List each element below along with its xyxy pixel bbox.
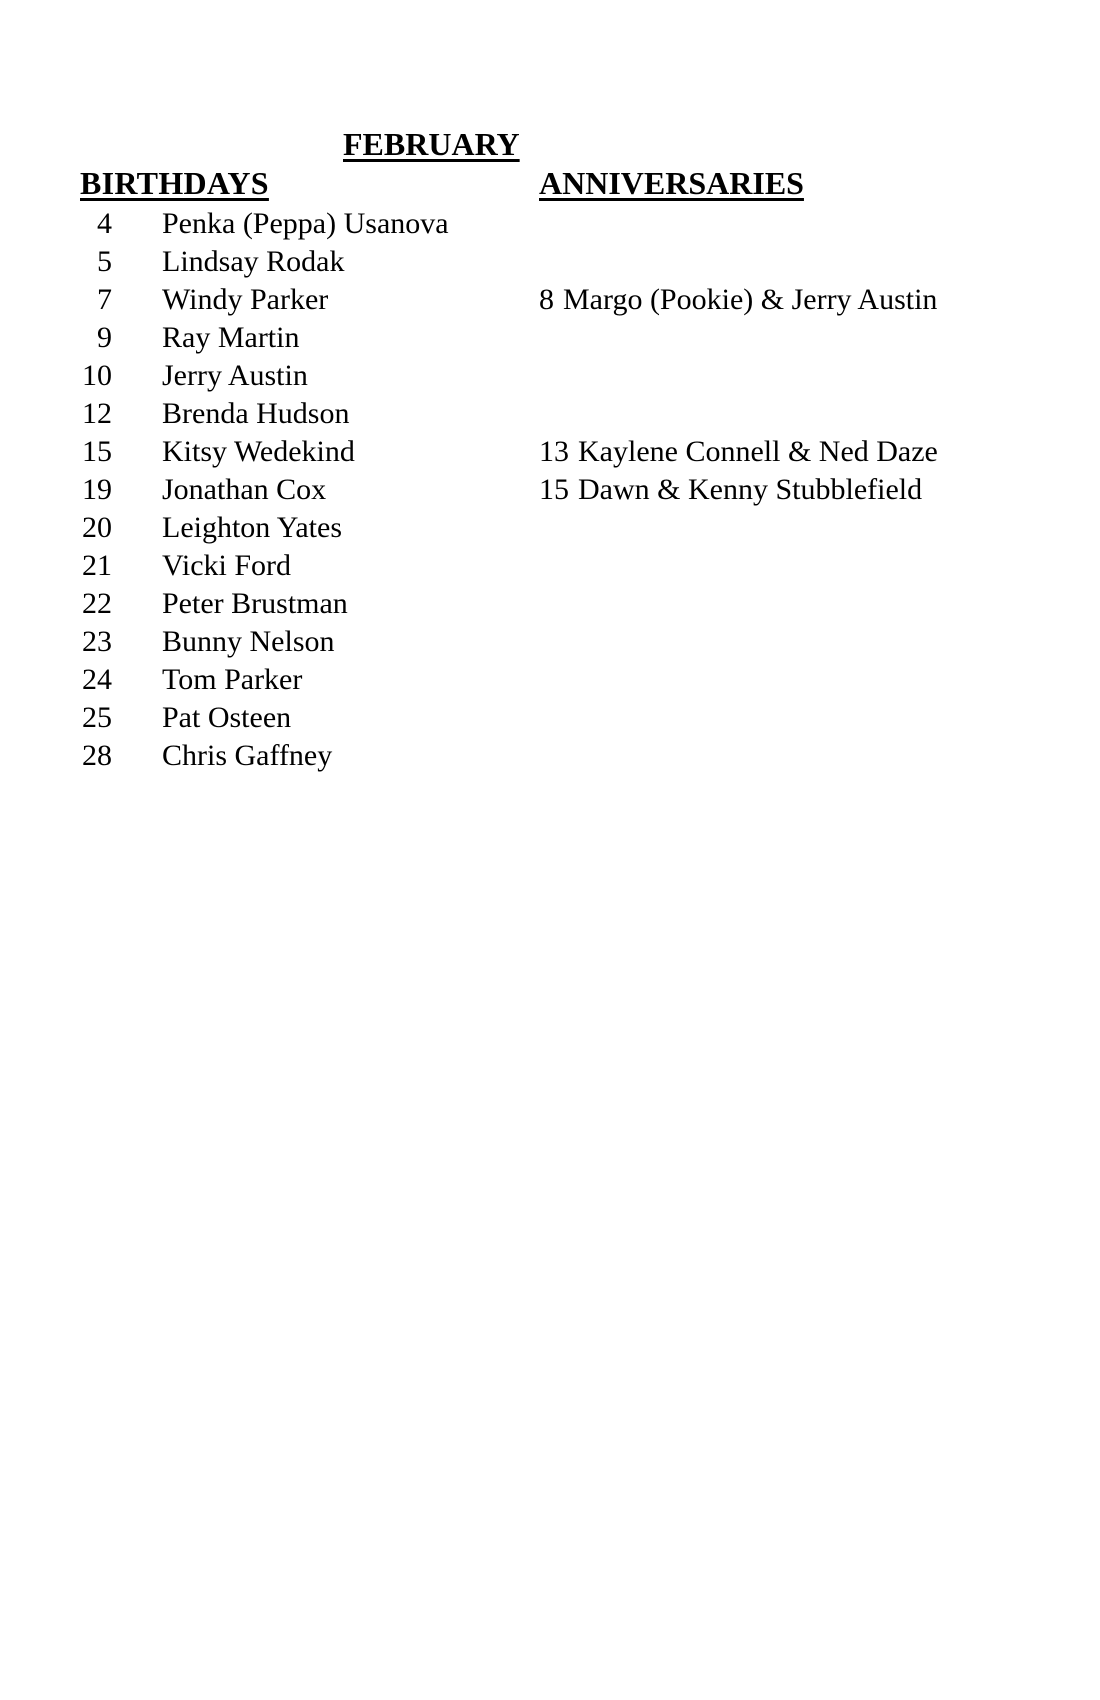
anniversary-day: 15 <box>539 473 569 506</box>
birthday-day: 24 <box>82 663 112 696</box>
birthday-day: 21 <box>82 549 112 582</box>
birthdays-heading: BIRTHDAYS <box>80 165 269 201</box>
birthday-entry <box>72 319 512 357</box>
birthday-name: Ray Martin <box>162 321 300 354</box>
birthday-entry <box>72 395 512 433</box>
birthday-name: Lindsay Rodak <box>162 245 345 278</box>
anniversary-day: 8 <box>539 283 554 316</box>
birthday-day: 7 <box>97 283 112 316</box>
birthday-entry <box>72 737 512 775</box>
birthday-entry <box>72 585 512 623</box>
birthday-day: 15 <box>82 435 112 468</box>
birthday-entry <box>72 509 512 547</box>
birthday-name: Penka (Peppa) Usanova <box>162 207 449 240</box>
birthday-name: Jerry Austin <box>162 359 308 392</box>
birthday-name: Brenda Hudson <box>162 397 350 430</box>
birthday-entry <box>72 471 512 509</box>
birthday-entry <box>72 433 512 471</box>
birthday-entry <box>72 699 512 737</box>
anniversary-day: 13 <box>539 435 569 468</box>
birthday-name: Jonathan Cox <box>162 473 327 506</box>
birthday-day: 25 <box>82 701 112 734</box>
birthday-name: Chris Gaffney <box>162 739 333 772</box>
birthday-name: Peter Brustman <box>162 587 348 620</box>
birthday-day: 19 <box>82 473 112 506</box>
birthday-entry <box>72 357 512 395</box>
anniversary-names: Kaylene Connell & Ned Daze <box>578 435 938 468</box>
birthday-name: Bunny Nelson <box>162 625 335 658</box>
birthday-entry <box>72 661 512 699</box>
anniversary-entry <box>539 471 1059 509</box>
birthday-entry <box>72 205 512 243</box>
birthday-day: 12 <box>82 397 112 430</box>
birthday-day: 9 <box>97 321 112 354</box>
anniversary-entry <box>539 433 1059 471</box>
birthday-entry <box>72 281 512 319</box>
birthday-day: 23 <box>82 625 112 658</box>
birthday-entry <box>72 547 512 585</box>
anniversary-list <box>539 205 1059 509</box>
birthday-name: Kitsy Wedekind <box>162 435 355 468</box>
birthday-name: Pat Osteen <box>162 701 292 734</box>
birthday-day: 22 <box>82 587 112 620</box>
birthday-day: 5 <box>97 245 112 278</box>
birthday-day: 20 <box>82 511 112 544</box>
birthday-name: Leighton Yates <box>162 511 342 544</box>
anniversaries-heading: ANNIVERSARIES <box>539 165 804 201</box>
birthday-name: Windy Parker <box>162 283 329 316</box>
birthday-day: 10 <box>82 359 112 392</box>
birthday-name: Vicki Ford <box>162 549 292 582</box>
birthday-entry <box>72 623 512 661</box>
anniversary-entry <box>539 281 1059 319</box>
month-title: FEBRUARY <box>343 126 520 162</box>
birthday-day: 28 <box>82 739 112 772</box>
birthday-name: Tom Parker <box>162 663 303 696</box>
birthday-list <box>72 205 512 775</box>
anniversary-names: Dawn & Kenny Stubblefield <box>578 473 923 506</box>
birthday-entry <box>72 243 512 281</box>
anniversary-names: Margo (Pookie) & Jerry Austin <box>563 283 938 316</box>
birthday-day: 4 <box>97 207 112 240</box>
